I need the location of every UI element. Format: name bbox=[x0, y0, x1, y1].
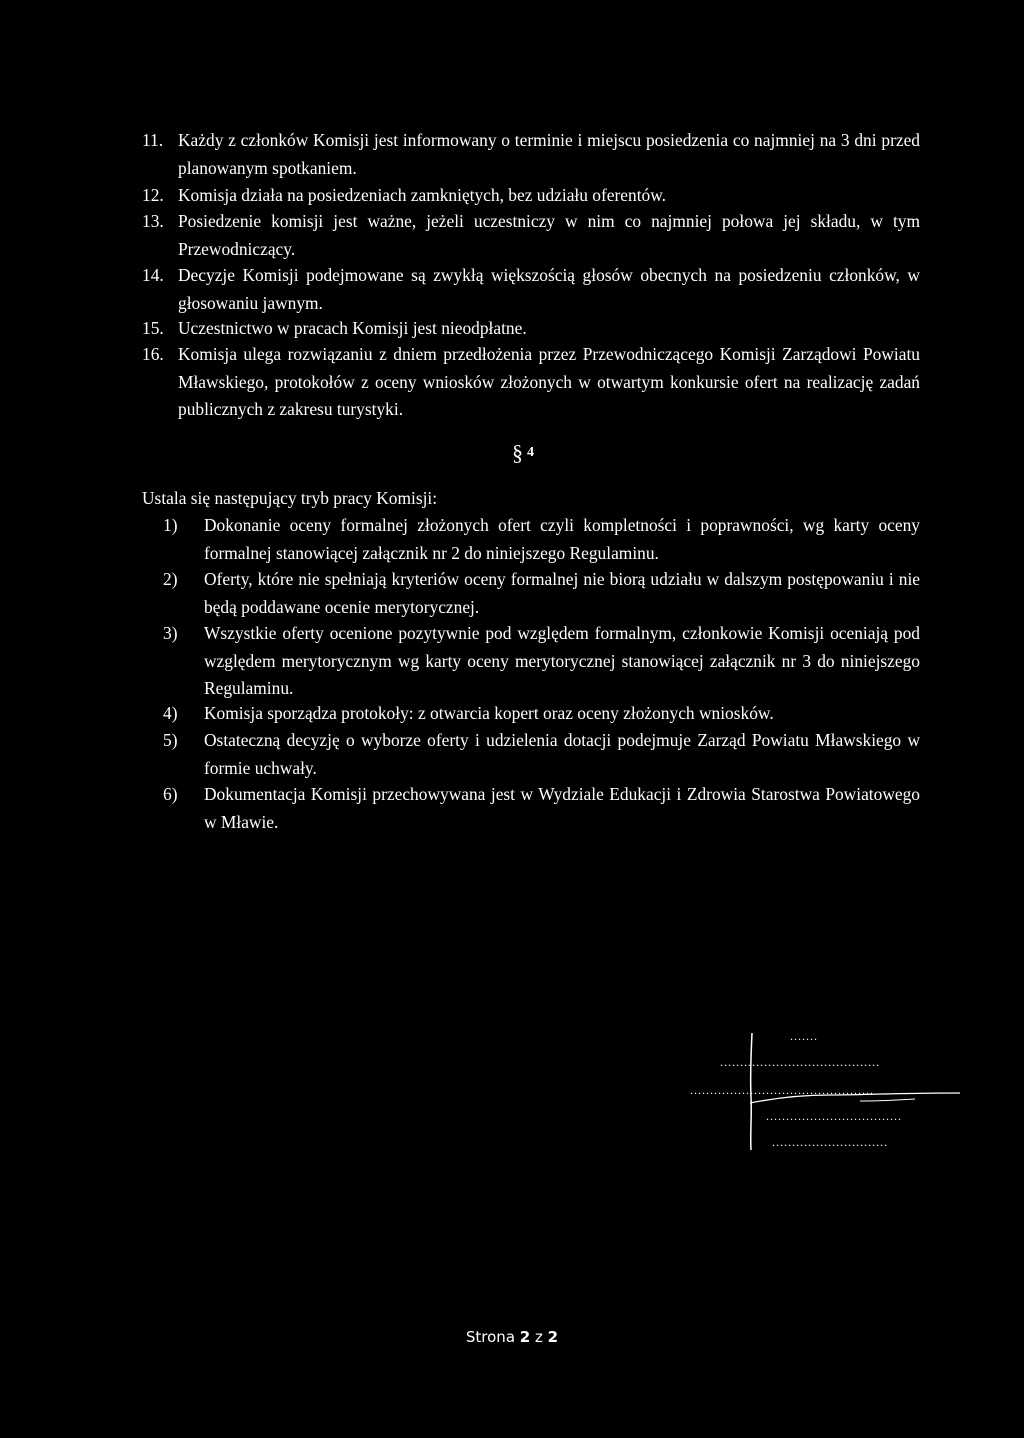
list-item bbox=[163, 727, 920, 782]
item-text: Oferty, które nie spełniają kryteriów oceny formalnej nie biorą udziału w dalszym postępowaniu i nie będą poddawane ocenie merytorycznej. bbox=[204, 569, 920, 617]
list-item bbox=[163, 620, 920, 703]
list-item bbox=[142, 315, 920, 343]
item-text: Komisja ulega rozwiązaniu z dniem przedłożenia przez Przewodniczącego Komisji Zarządowi Powiatu Mławskiego, protokołów z oceny wniosków złożonych w otwartym konkursie ofert na realizację zadań publicznych z zakresu turystyki. bbox=[178, 344, 920, 419]
section-heading bbox=[512, 440, 534, 466]
section-sign: § bbox=[512, 440, 523, 465]
item-text: Decyzje Komisji podejmowane są zwykłą większością głosów obecnych na posiedzeniu członków, w głosowaniu jawnym. bbox=[178, 265, 920, 313]
page-footer bbox=[0, 1325, 1024, 1349]
signature-line: ....... bbox=[790, 1029, 818, 1043]
item-number: 16. bbox=[142, 344, 164, 364]
item-number: 6) bbox=[163, 784, 178, 804]
item-number: 15. bbox=[142, 318, 164, 338]
item-text: Ostateczną decyzję o wyborze oferty i udzielenia dotacji podejmuje Zarząd Powiatu Mławskiego w formie uchwały. bbox=[204, 730, 920, 778]
item-text: Posiedzenie komisji jest ważne, jeżeli uczestniczy w nim co najmniej połowa jej składu, w tym Przewodniczący. bbox=[178, 211, 920, 259]
list-item bbox=[142, 182, 920, 210]
signature-line: .............................................. bbox=[690, 1083, 874, 1097]
item-number: 12. bbox=[142, 185, 164, 205]
footer-prefix: Strona bbox=[465, 1328, 516, 1346]
list-item bbox=[163, 781, 920, 836]
item-text: Komisja działa na posiedzeniach zamkniętych, bez udziału oferentów. bbox=[178, 185, 667, 205]
list-item bbox=[142, 262, 920, 317]
footer-separator: z bbox=[535, 1328, 543, 1346]
item-text: Komisja sporządza protokoły: z otwarcia kopert oraz oceny złożonych wniosków. bbox=[204, 703, 774, 723]
signature-line: ............................. bbox=[772, 1135, 888, 1149]
item-text: Wszystkie oferty ocenione pozytywnie pod względem formalnym, członkowie Komisji oceniają pod względem merytorycznym wg karty oceny merytorycznej stanowiącej załącznik nr 3 do niniejszego Regulaminu. bbox=[204, 623, 920, 698]
list-item bbox=[142, 208, 920, 263]
item-number: 4) bbox=[163, 703, 178, 723]
item-text: Uczestnictwo w pracach Komisji jest nieodpłatne. bbox=[178, 318, 527, 338]
item-text: Dokumentacja Komisji przechowywana jest w Wydziale Edukacji i Zdrowia Starostwa Powiatowego w Mławie. bbox=[204, 784, 920, 832]
footer-current-page: 2 bbox=[519, 1328, 531, 1346]
item-number: 3) bbox=[163, 623, 178, 643]
item-text: Dokonanie oceny formalnej złożonych ofert czyli kompletności i poprawności, wg karty oceny formalnej stanowiącej załącznik nr 2 do niniejszego Regulaminu. bbox=[204, 515, 920, 563]
list-item bbox=[163, 512, 920, 567]
list-item bbox=[163, 566, 920, 621]
item-number: 14. bbox=[142, 265, 164, 285]
list-item bbox=[163, 700, 920, 728]
signature-area bbox=[660, 1015, 980, 1175]
list-item bbox=[142, 127, 920, 182]
item-number: 13. bbox=[142, 211, 164, 231]
list-item bbox=[142, 341, 920, 424]
signature-line: ........................................ bbox=[720, 1055, 880, 1069]
footer-total-pages: 2 bbox=[547, 1328, 559, 1346]
item-number: 11. bbox=[142, 130, 164, 150]
item-number: 1) bbox=[163, 515, 178, 535]
handwritten-signature bbox=[660, 1015, 980, 1175]
signature-line: .................................. bbox=[766, 1109, 902, 1123]
item-number: 2) bbox=[163, 569, 178, 589]
item-text: Każdy z członków Komisji jest informowany o terminie i miejscu posiedzenia co najmniej na 3 dni przed planowanym spotkaniem. bbox=[178, 130, 920, 178]
item-number: 5) bbox=[163, 730, 178, 750]
section-number: 4 bbox=[527, 445, 534, 460]
intro-text: Ustala się następujący tryb pracy Komisji: bbox=[142, 488, 438, 508]
